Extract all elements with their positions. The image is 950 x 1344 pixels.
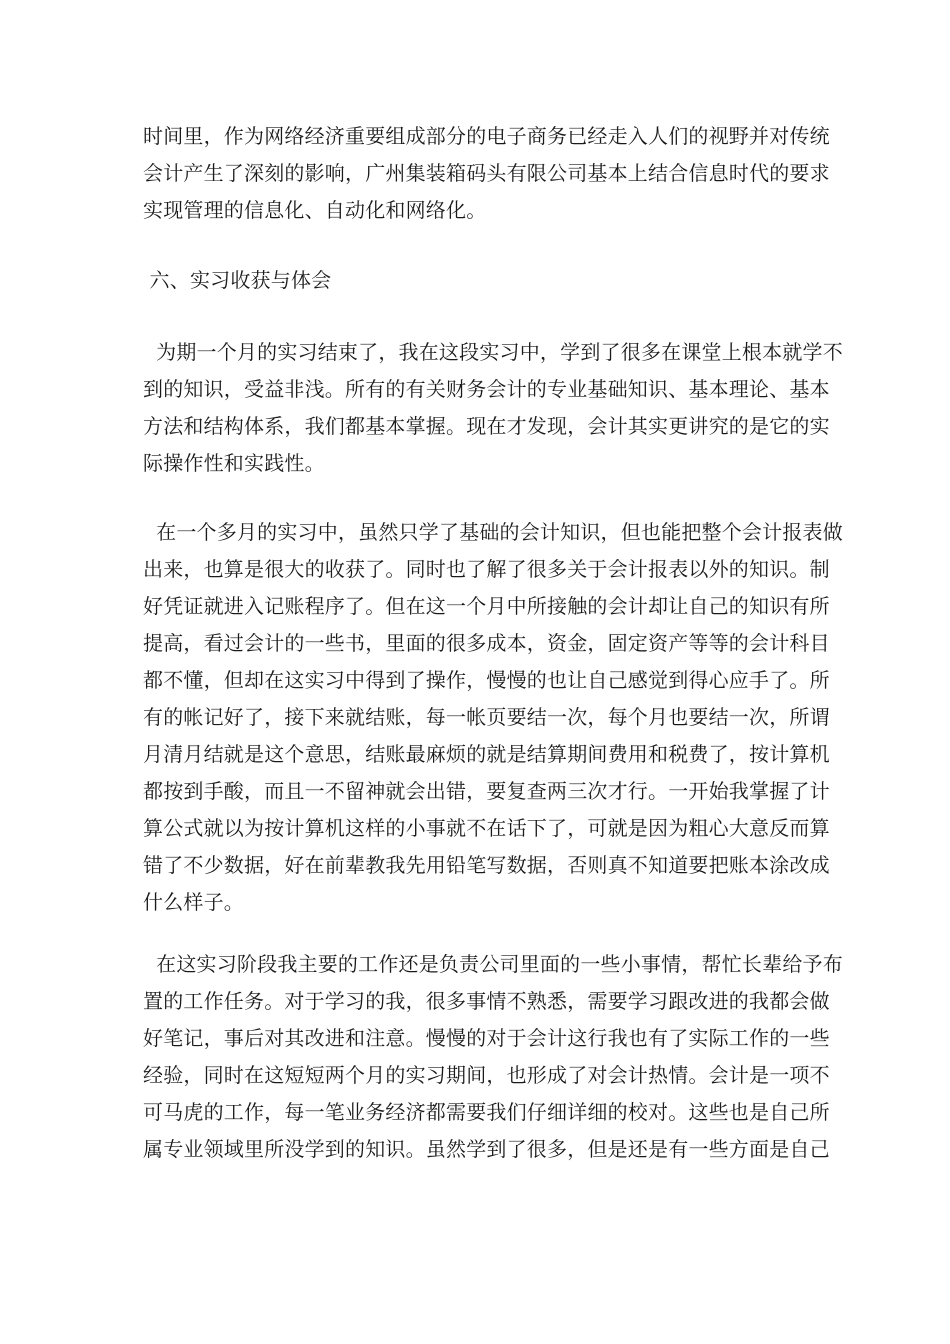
text-line: 出来，也算是很大的收获了。同时也了解了很多关于会计报表以外的知识。制 bbox=[143, 557, 830, 581]
text-line: 都不懂，但却在这实习中得到了操作，慢慢的也让自己感觉到得心应手了。所 bbox=[143, 668, 830, 692]
text-line: 会计产生了深刻的影响，广州集装箱码头有限公司基本上结合信息时代的要求 bbox=[143, 161, 830, 185]
text-line: 错了不少数据，好在前辈教我先用铅笔写数据，否则真不知道要把账本涂改成 bbox=[143, 853, 830, 877]
text-line: 时间里，作为网络经济重要组成部分的电子商务已经走入人们的视野并对传统 bbox=[143, 124, 830, 148]
paragraph-work-duties bbox=[143, 946, 843, 1168]
text-line: 好笔记，事后对其改进和注意。慢慢的对于会计这行我也有了实际工作的一些 bbox=[143, 1026, 830, 1050]
text-line: 算公式就以为按计算机这样的小事就不在话下了，可就是因为粗心大意反而算 bbox=[143, 816, 830, 840]
text-line: 什么样子。 bbox=[143, 890, 244, 914]
text-line: 方法和结构体系，我们都基本掌握。现在才发现，会计其实更讲究的是它的实 bbox=[143, 414, 830, 438]
paragraph-accounting-work bbox=[143, 514, 843, 921]
section-heading bbox=[143, 262, 813, 299]
paragraph-ecommerce-intro bbox=[143, 118, 830, 229]
paragraph-internship-summary bbox=[143, 334, 843, 482]
text-line: 到的知识，受益非浅。所有的有关财务会计的专业基础知识、基本理论、基本 bbox=[143, 377, 830, 401]
text-line: 可马虎的工作，每一笔业务经济都需要我们仔细详细的校对。这些也是自己所 bbox=[143, 1100, 830, 1124]
text-line: 有的帐记好了，接下来就结账，每一帐页要结一次，每个月也要结一次，所谓 bbox=[143, 705, 830, 729]
text-line: 为期一个月的实习结束了，我在这段实习中，学到了很多在课堂上根本就学不 bbox=[143, 340, 843, 364]
section-heading-text: 六、实习收获与体会 bbox=[143, 268, 332, 292]
text-line: 提高，看过会计的一些书，里面的很多成本，资金，固定资产等等的会计科目 bbox=[143, 631, 830, 655]
text-line: 在一个多月的实习中，虽然只学了基础的会计知识，但也能把整个会计报表做 bbox=[143, 520, 843, 544]
text-line: 置的工作任务。对于学习的我，很多事情不熟悉，需要学习跟改进的我都会做 bbox=[143, 989, 830, 1013]
text-line: 际操作性和实践性。 bbox=[143, 451, 325, 475]
text-line: 在这实习阶段我主要的工作还是负责公司里面的一些小事情，帮忙长辈给予布 bbox=[143, 952, 843, 976]
text-line: 月清月结就是这个意思，结账最麻烦的就是结算期间费用和税费了，按计算机 bbox=[143, 742, 830, 766]
text-line: 好凭证就进入记账程序了。但在这一个月中所接触的会计却让自己的知识有所 bbox=[143, 594, 830, 618]
text-line: 经验，同时在这短短两个月的实习期间，也形成了对会计热情。会计是一项不 bbox=[143, 1063, 830, 1087]
text-line: 都按到手酸，而且一不留神就会出错，要复查两三次才行。一开始我掌握了计 bbox=[143, 779, 830, 803]
text-line: 属专业领域里所没学到的知识。虽然学到了很多，但是还是有一些方面是自己 bbox=[143, 1137, 830, 1161]
text-line: 实现管理的信息化、自动化和网络化。 bbox=[143, 198, 487, 222]
